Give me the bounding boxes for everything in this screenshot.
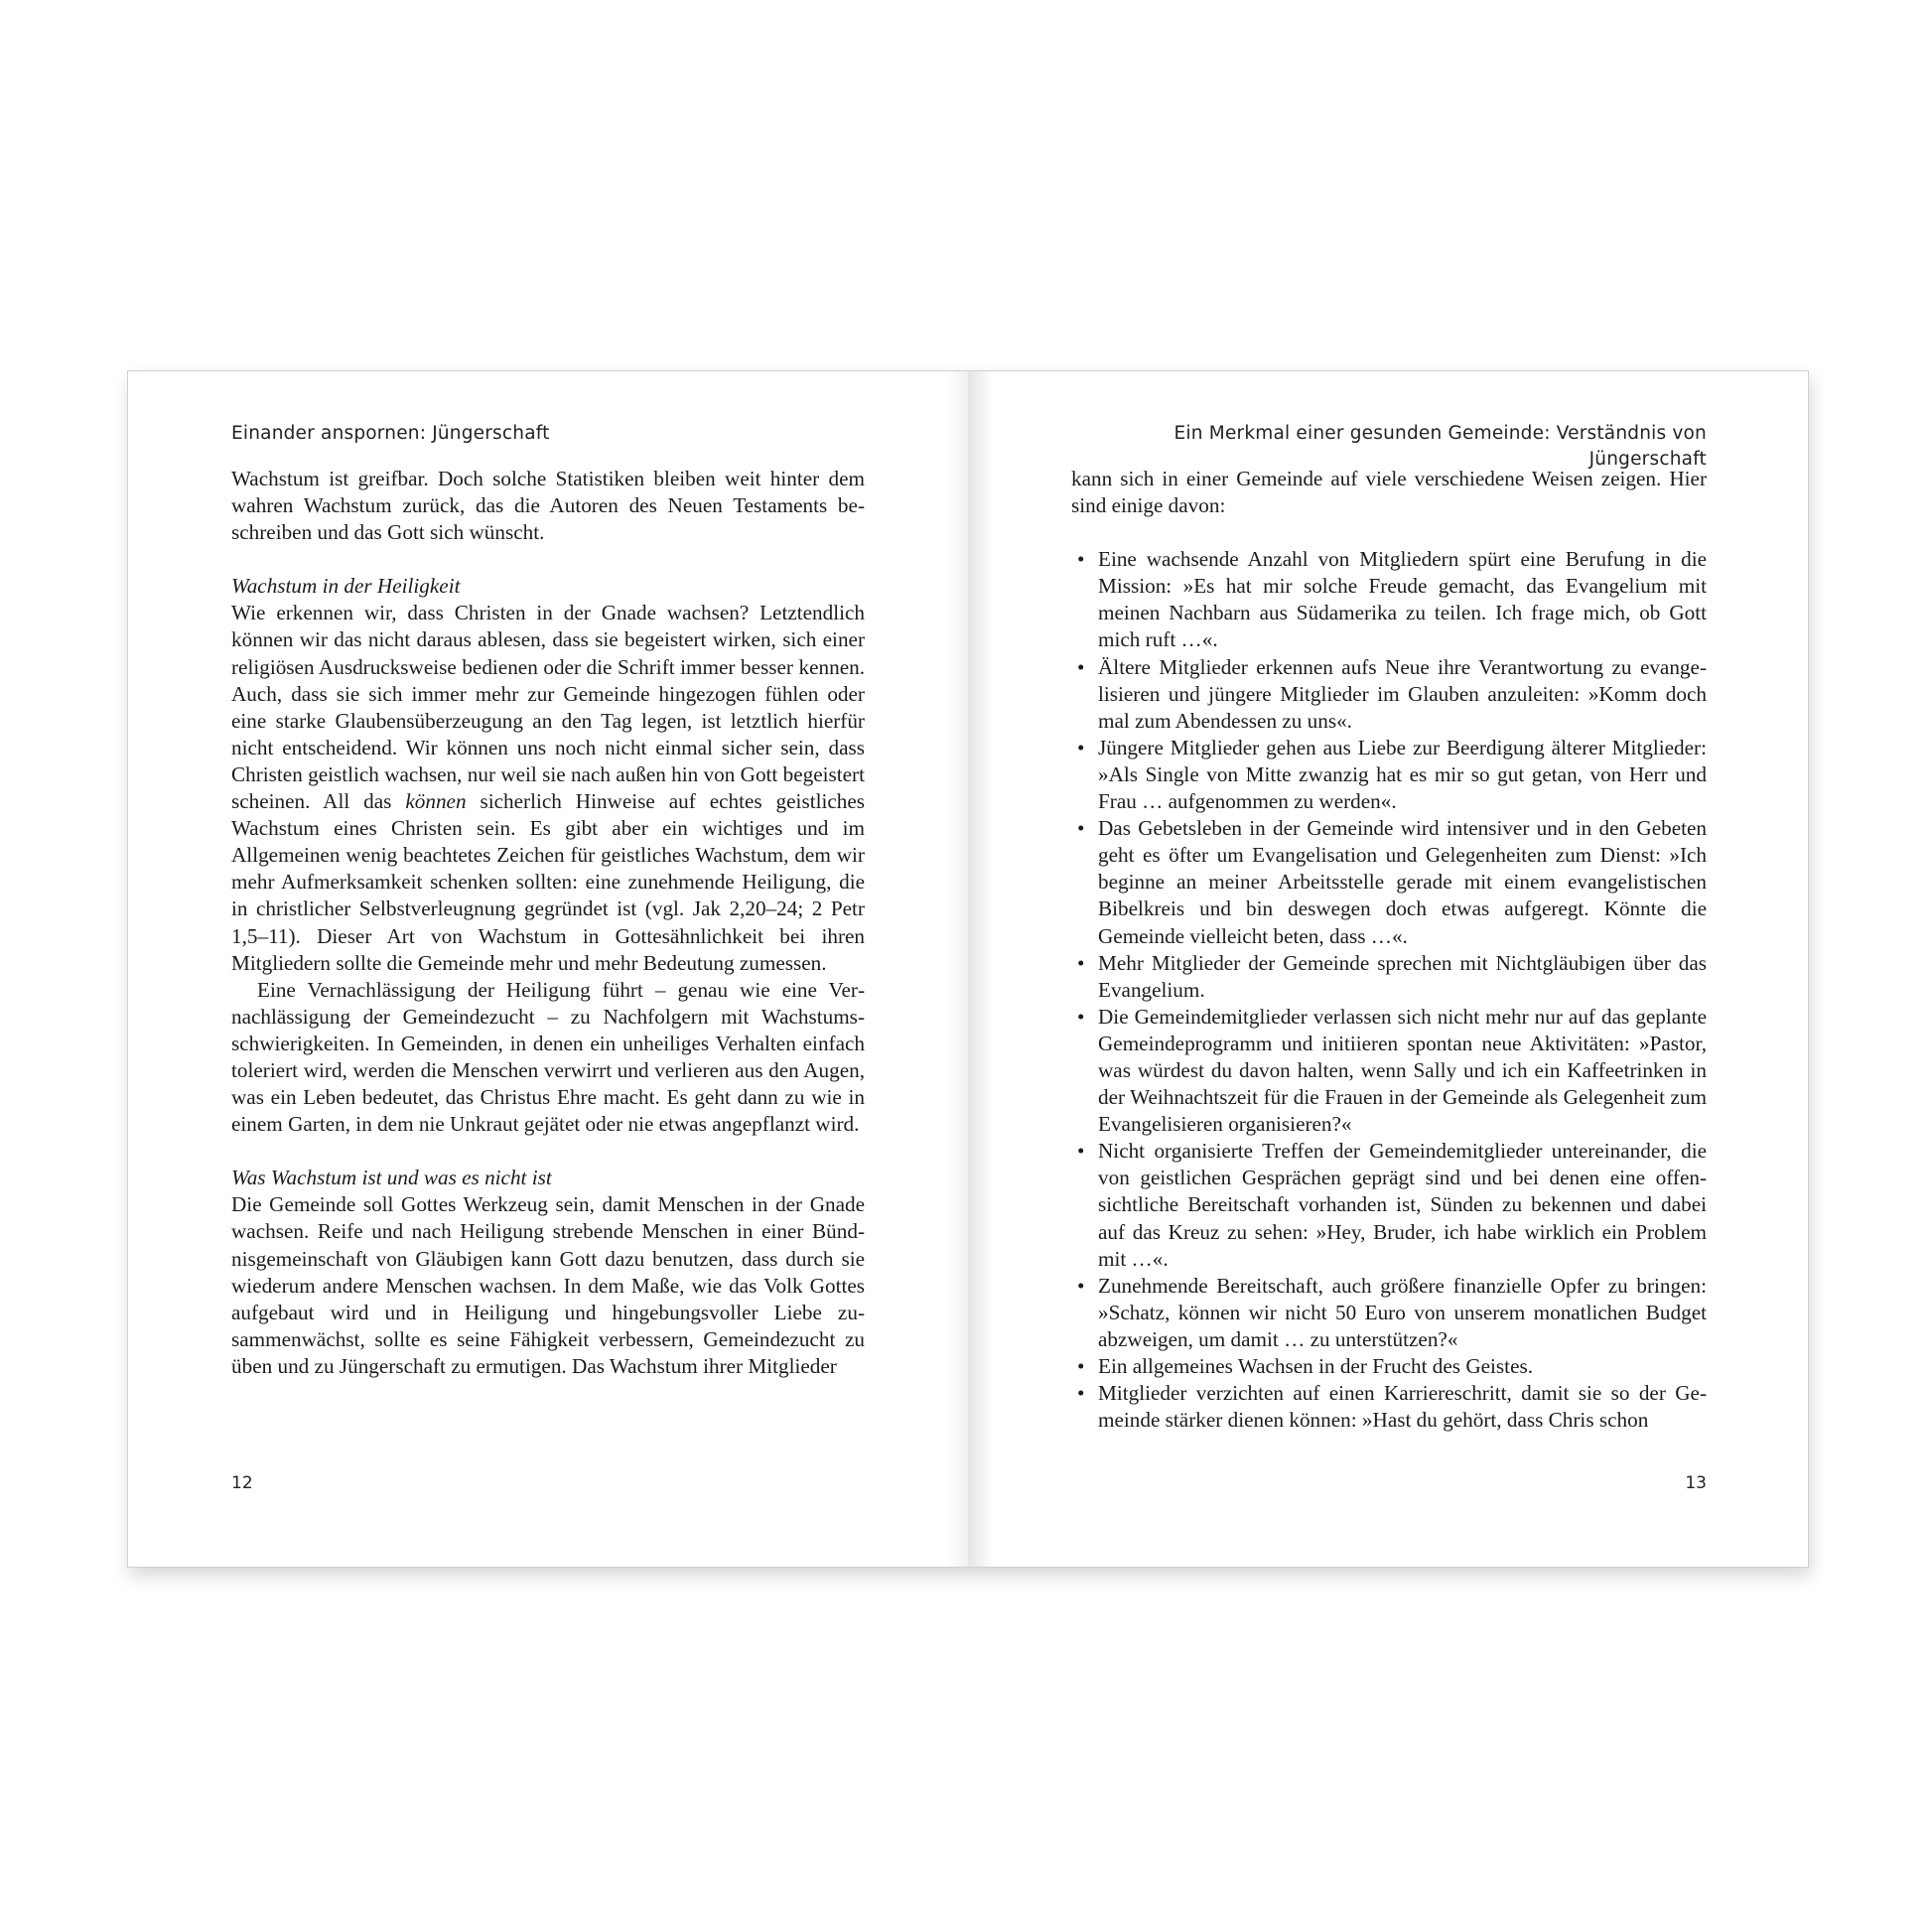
section-subheading: Was Wachstum ist und was es nicht ist [231, 1166, 552, 1190]
bullet-item [1071, 1380, 1707, 1434]
bullet-item [1071, 950, 1707, 1004]
bullet-text: Die Gemeindemitglieder verlassen sich nicht mehr nur auf das geplante Gemeindeprogramm und initiieren spontan neue Aktivitäten: »Pastor, was würdest du davon halten, wenn Sally und ich ein Kaffeetrinken in der Weihnachtszeit für die Frauen in der Gemeinde als Gelegenheit zum Evangelisieren organisieren?« [1098, 1004, 1707, 1137]
bullet-dot-icon: • [1077, 654, 1085, 679]
bullet-item [1071, 815, 1707, 949]
bullet-dot-icon: • [1077, 1354, 1085, 1378]
bullet-dot-icon: • [1077, 1004, 1085, 1029]
bullet-dot-icon: • [1077, 1273, 1085, 1298]
bullet-item [1071, 1138, 1707, 1272]
bullet-text: Zunehmende Bereitschaft, auch größere finanzielle Opfer zu bringen: »Schatz, können wir nicht 50 Euro von unserem monatlichen Budget abzweigen, um damit … zu unterstützen?« [1098, 1273, 1707, 1351]
bullet-text: Ein allgemeines Wachsen in der Frucht des Geistes. [1098, 1354, 1534, 1378]
bullet-dot-icon: • [1077, 950, 1085, 975]
bullet-item [1071, 1273, 1707, 1353]
running-head-right: Ein Merkmal einer gesunden Gemeinde: Verständnis von Jüngerschaft [1173, 423, 1707, 470]
body-paragraph: Die Gemeinde soll Gottes Werkzeug sein, damit Menschen in der Gnade wachsen. Reife und nach Heiligung strebende Menschen in einer Bündnisgemeinschaft von Gläubigen kann Gott dazu benutzen, dass durch sie wiederum andere Menschen wachsen. In dem Maße, wie das Volk Gottes aufgebaut wird und in Heiligung und hingebungsvoller Liebe zusammenwächst, sollte es seine Fähigkeit verbessern, Gemeindezucht zu üben und zu Jüngerschaft zu ermutigen. Das Wachstum ihrer Mitglieder [231, 1192, 865, 1378]
paragraph-gap [231, 546, 865, 573]
bullet-dot-icon: • [1077, 1381, 1085, 1406]
left-page [128, 371, 968, 1567]
paragraph-gap [1071, 519, 1707, 546]
left-page-body [231, 466, 865, 1380]
intro-paragraph: kann sich in einer Gemeinde auf viele verschiedene Weisen zeigen. Hier sind einige davon: [1071, 467, 1707, 518]
right-page [968, 371, 1808, 1567]
bullet-text: Nicht organisierte Treffen der Gemeindemitglieder untereinander, die von geistlichen Gesprächen geprägt sind und bei denen eine offensichtliche Bereitschaft vorhanden ist, Sünden zu bekennen und dabei auf das Kreuz zu sehen: »Hey, Bruder, ich habe wirklich ein Problem mit …«. [1098, 1139, 1707, 1271]
right-page-body [1071, 466, 1707, 1434]
bullet-dot-icon: • [1077, 547, 1085, 572]
bullet-text: Mehr Mitglieder der Gemeinde sprechen mit Nichtgläubigen über das Evangelium. [1098, 950, 1707, 1002]
book-spread [127, 370, 1809, 1568]
bullet-dot-icon: • [1077, 735, 1085, 759]
bullet-text: Mitglieder verzichten auf einen Karriereschritt, damit sie so der Gemeinde stärker dienen können: »Hast du gehört, dass Chris schon [1098, 1381, 1707, 1433]
bullet-item [1071, 735, 1707, 815]
bullet-dot-icon: • [1077, 816, 1085, 841]
body-paragraph: Eine Vernachlässigung der Heiligung führt – genau wie eine Vernachlässigung der Gemeindezucht – zu Nachfolgern mit Wachstumsschwierigkeiten. In Gemeinden, in denen ein unheiliges Verhalten einfach toleriert wird, werden die Menschen verwirrt und verlieren aus den Augen, was ein Leben bedeutet, das Christus Ehre macht. Es geht dann zu wie in einem Garten, in dem nie Unkraut gejätet oder nie etwas angepflanzt wird. [231, 977, 865, 1137]
bullet-item [1071, 1353, 1707, 1380]
emphasis-text: können [405, 789, 467, 814]
bullet-dot-icon: • [1077, 1139, 1085, 1164]
paragraph-gap [231, 1138, 865, 1165]
bullet-text: Ältere Mitglieder erkennen aufs Neue ihre Verantwortung zu evangelisieren und jüngere Mitglieder im Glauben anzuleiten: »Komm doch mal zum Abendessen zu uns«. [1098, 654, 1707, 733]
text-run: Wie erkennen wir, dass Christen in der Gnade wachsen? Letztendlich können wir das nicht daraus ablesen, dass sie begeistert wirken, sich einer religiösen Ausdrucksweise bedienen oder die Schrift immer besser kennen. Auch, dass sie sich immer mehr zur Gemeinde hingezogen fühlen oder eine starke Glaubensüberzeugung an den Tag legen, ist letztlich hierfür nicht entscheidend. Wir können uns noch nicht einmal sicher sein, dass Christen geistlich wachsen, nur weil sie nach außen hin von Gott begeistert scheinen. All das [231, 601, 865, 814]
bullet-item [1071, 546, 1707, 653]
bullet-text: Jüngere Mitglieder gehen aus Liebe zur Beerdigung älterer Mitglieder: »Als Single von Mitte zwanzig hat es mir so gut getan, von Herr und Frau … aufgenommen zu werden«. [1098, 735, 1707, 814]
bullet-text: Das Gebetsleben in der Gemeinde wird intensiver und in den Gebeten geht es öfter um Evangelisation und Gelegenheiten zum Dienst: »Ich beginne an meiner Arbeitsstelle gerade mit einem evangelistischen Bibelkreis und bin deswegen doch etwas aufgeregt. Könnte die Gemeinde vielleicht beten, dass …«. [1098, 816, 1707, 948]
page-number-left: 12 [231, 1473, 253, 1493]
body-paragraph [231, 600, 865, 976]
section-subheading: Wachstum in der Heiligkeit [231, 574, 461, 599]
text-run: sicherlich Hinweise auf echtes geistliches Wachstum eines Christen sein. Es gibt aber ein wichtiges und im Allgemeinen wenig beachtetes Zeichen für geistliches Wachstum, dem wir mehr Aufmerksamkeit schenken sollten: eine zunehmende Heiligung, die in christlicher Selbstverleugnung gegründet ist (vgl. Jak 2,20–24; 2 Petr 1,5–11). Dieser Art von Wachstum in Gottesähnlichkeit bei ihren Mitgliedern sollte die Gemeinde mehr und mehr Bedeutung zumessen. [231, 789, 865, 975]
page-number-right: 13 [1685, 1473, 1707, 1493]
bullet-text: Eine wachsende Anzahl von Mitgliedern spürt eine Berufung in die Mission: »Es hat mir solche Freude gemacht, das Evangelium mit meinen Nachbarn aus Südamerika zu teilen. Ich frage mich, ob Gott mich ruft …«. [1098, 547, 1707, 652]
bullet-list [1071, 546, 1707, 1434]
bullet-item [1071, 1004, 1707, 1138]
body-paragraph: Wachstum ist greifbar. Doch solche Statistiken bleiben weit hinter dem wahren Wachstum zurück, das die Autoren des Neuen Testaments beschreiben und das Gott sich wünscht. [231, 467, 865, 545]
running-head-left: Einander anspornen: Jüngerschaft [231, 423, 550, 444]
bullet-item [1071, 654, 1707, 735]
